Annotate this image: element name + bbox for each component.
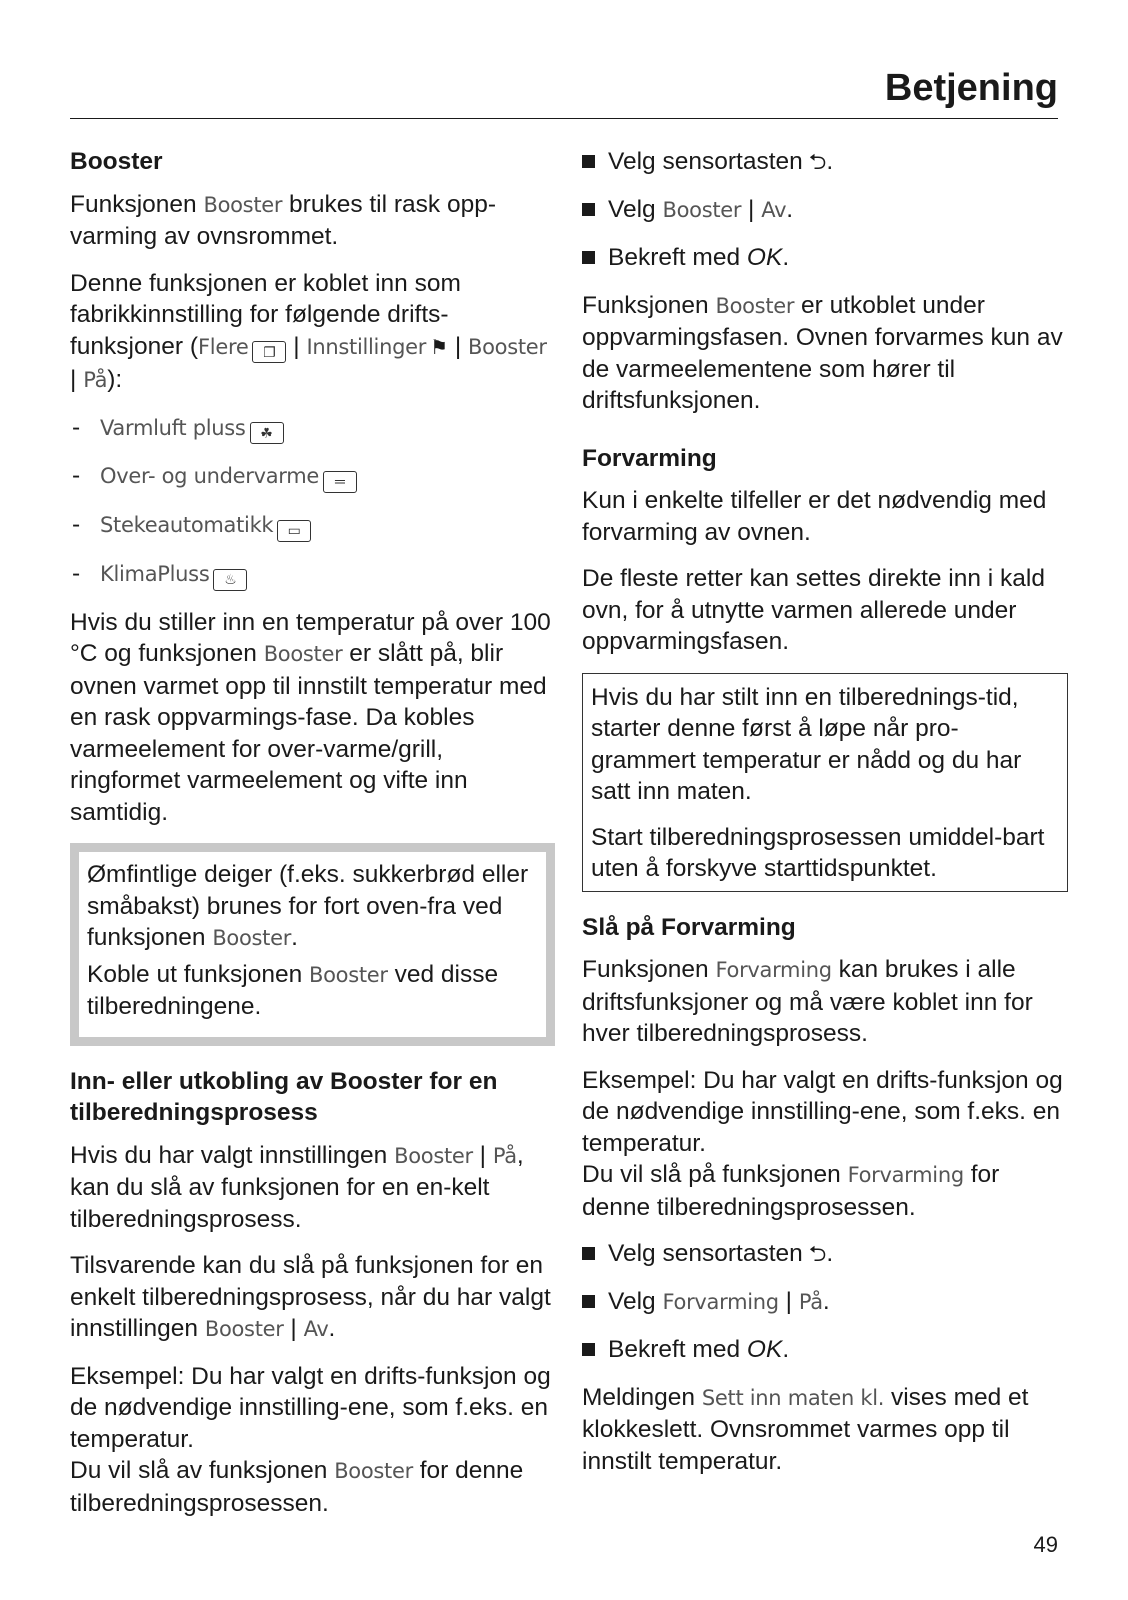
display-text: Innstillinger xyxy=(306,334,427,359)
message-paragraph: Meldingen Sett inn maten kl. vises med et klokkeslett. Ovnsrommet varmes opp til innstilt temperatur. xyxy=(582,1383,1029,1475)
list-item: Velg sensortasten ⮌. xyxy=(582,146,1068,178)
left-column xyxy=(70,146,555,1534)
steps-list-preheat xyxy=(582,1238,1068,1366)
page-title: Betjening xyxy=(884,67,1058,109)
list-item: Bekreft med OK. xyxy=(582,242,1068,274)
operating-modes-list xyxy=(70,412,555,591)
temperature-paragraph: Hvis du stiller inn en temperatur på over 100 °C og funksjonen Booster er slått på, blir ovnen varmet opp til innstilt temperatur med en rask oppvarmings-fase. Da kobles varmeelement for over-varme/grill, ringformet varmeelement og vifte inn samtidig. xyxy=(70,608,551,826)
display-text: Booster xyxy=(203,192,283,217)
example-paragraph: Eksempel: Du har valgt en drifts-funksjon og de nødvendige innstilling-ene, som f.eks. en temperatur. Du vil slå på funksjonen Forvarming for denne tilberedningsprosessen. xyxy=(582,1066,1063,1221)
display-text: Flere xyxy=(198,334,249,359)
auto-roast-icon: ▭ xyxy=(277,520,311,542)
info-paragraph-1: Hvis du har stilt inn en tilberednings-tid, starter denne først å løpe når pro-grammert temperatur er nådd og du har satt inn maten. xyxy=(591,683,1022,805)
default-setting-paragraph: Denne funksjonen er koblet inn som fabrikkinnstilling for følgende drifts-funksjoner (Flere ❐ | Innstillinger ⚑ | Booster | På): xyxy=(70,269,547,393)
list-item: - Stekeautomatikk ▭ xyxy=(70,509,555,542)
list-item: Velg sensortasten ⮌. xyxy=(582,1238,1068,1270)
top-bottom-heat-icon: ═ xyxy=(323,471,357,493)
info-paragraph-2: Start tilberedningsprosessen umiddel-bart uten å forskyve starttidspunktet. xyxy=(591,823,1045,882)
display-text: På xyxy=(492,1143,517,1168)
list-item: Velg Booster | Av. xyxy=(582,194,1068,227)
back-arrow-icon: ⮌ xyxy=(808,149,827,174)
display-text: Booster xyxy=(263,642,343,666)
display-text: Forvarming xyxy=(715,958,832,982)
list-item: - Over- og undervarme ═ xyxy=(70,460,555,493)
display-text: Booster xyxy=(334,1459,413,1483)
booster-off-paragraph: Funksjonen Booster er utkoblet under oppvarmingsfasen. Ovnen forvarmes kun av de varmeelementene som hører til driftsfunksjonen. xyxy=(582,291,1063,414)
toggle-paragraph-2: Tilsvarende kan du slå på funksjonen for en enkelt tilberedningsprosess, når du har valgt innstillingen Booster | Av. xyxy=(70,1252,551,1342)
back-arrow-icon: ⮌ xyxy=(808,1241,827,1266)
display-text: Forvarming xyxy=(662,1289,779,1314)
example-paragraph: Eksempel: Du har valgt en drifts-funksjon og de nødvendige innstilling-ene, som f.eks. en temperatur. Du vil slå av funksjonen Booster for denne tilberedningsprosessen. xyxy=(70,1362,551,1517)
more-functions-icon: ❐ xyxy=(252,341,286,363)
list-item: - Varmluft pluss ☘ xyxy=(70,412,555,445)
display-text: Av xyxy=(761,197,787,222)
booster-intro: Funksjonen Booster brukes til rask opp-varming av ovnsrommet. xyxy=(70,190,497,250)
toggle-paragraph-1: Hvis du har valgt innstillingen Booster | På, kan du slå av funksjonen for en en-kelt tilberedningsprosess. xyxy=(70,1141,524,1233)
climaplus-icon: ♨ xyxy=(213,569,247,591)
list-item: - KlimaPluss ♨ xyxy=(70,558,555,591)
warning-box: Ømfintlige deiger (f.eks. sukkerbrød eller småbakst) brunes for fort oven-fra ved funksjonen Booster. Koble ut funksjonen Booster ved disse tilberedningene. xyxy=(70,843,555,1046)
preheat-paragraph-2: De fleste retter kan settes direkte inn i kald ovn, for å utnytte varmen allerede under oppvarmingsfasen. xyxy=(582,565,1045,655)
display-text: På xyxy=(798,1289,823,1314)
preheat-paragraph-1: Kun i enkelte tilfeller er det nødvendig med forvarming av ovnen. xyxy=(582,487,1047,546)
display-text: Booster xyxy=(662,197,742,222)
display-text: Booster xyxy=(204,1317,284,1341)
display-text: Forvarming xyxy=(847,1163,964,1187)
display-text: Booster xyxy=(715,293,795,318)
display-text: Booster xyxy=(468,334,547,359)
preheat-on-paragraph: Funksjonen Forvarming kan brukes i alle driftsfunksjoner og må være koblet inn for hver tilberedningsprosess. xyxy=(582,956,1033,1047)
display-text: Booster xyxy=(309,962,388,987)
toggle-booster-heading: Inn- eller utkobling av Booster for en tilberedningsprosess xyxy=(70,1067,498,1126)
steps-list-booster xyxy=(582,146,1068,274)
page-number: 49 xyxy=(1033,1532,1058,1557)
display-text: På xyxy=(83,368,108,392)
preheat-heading: Forvarming xyxy=(582,444,717,472)
preheat-on-heading: Slå på Forvarming xyxy=(582,913,796,941)
page-header xyxy=(70,62,1058,119)
display-text: Booster xyxy=(212,926,292,950)
display-text: Av xyxy=(303,1317,329,1341)
list-item: Velg Forvarming | På. xyxy=(582,1286,1068,1319)
right-column xyxy=(582,146,1068,1492)
list-item: Bekreft med OK. xyxy=(582,1334,1068,1366)
booster-heading: Booster xyxy=(70,148,163,175)
flag-icon: ⚑ xyxy=(430,336,449,359)
info-box xyxy=(582,673,1068,892)
display-text: Sett inn maten kl. xyxy=(701,1385,885,1410)
fan-plus-icon: ☘ xyxy=(250,422,284,444)
display-text: Booster xyxy=(394,1143,473,1168)
